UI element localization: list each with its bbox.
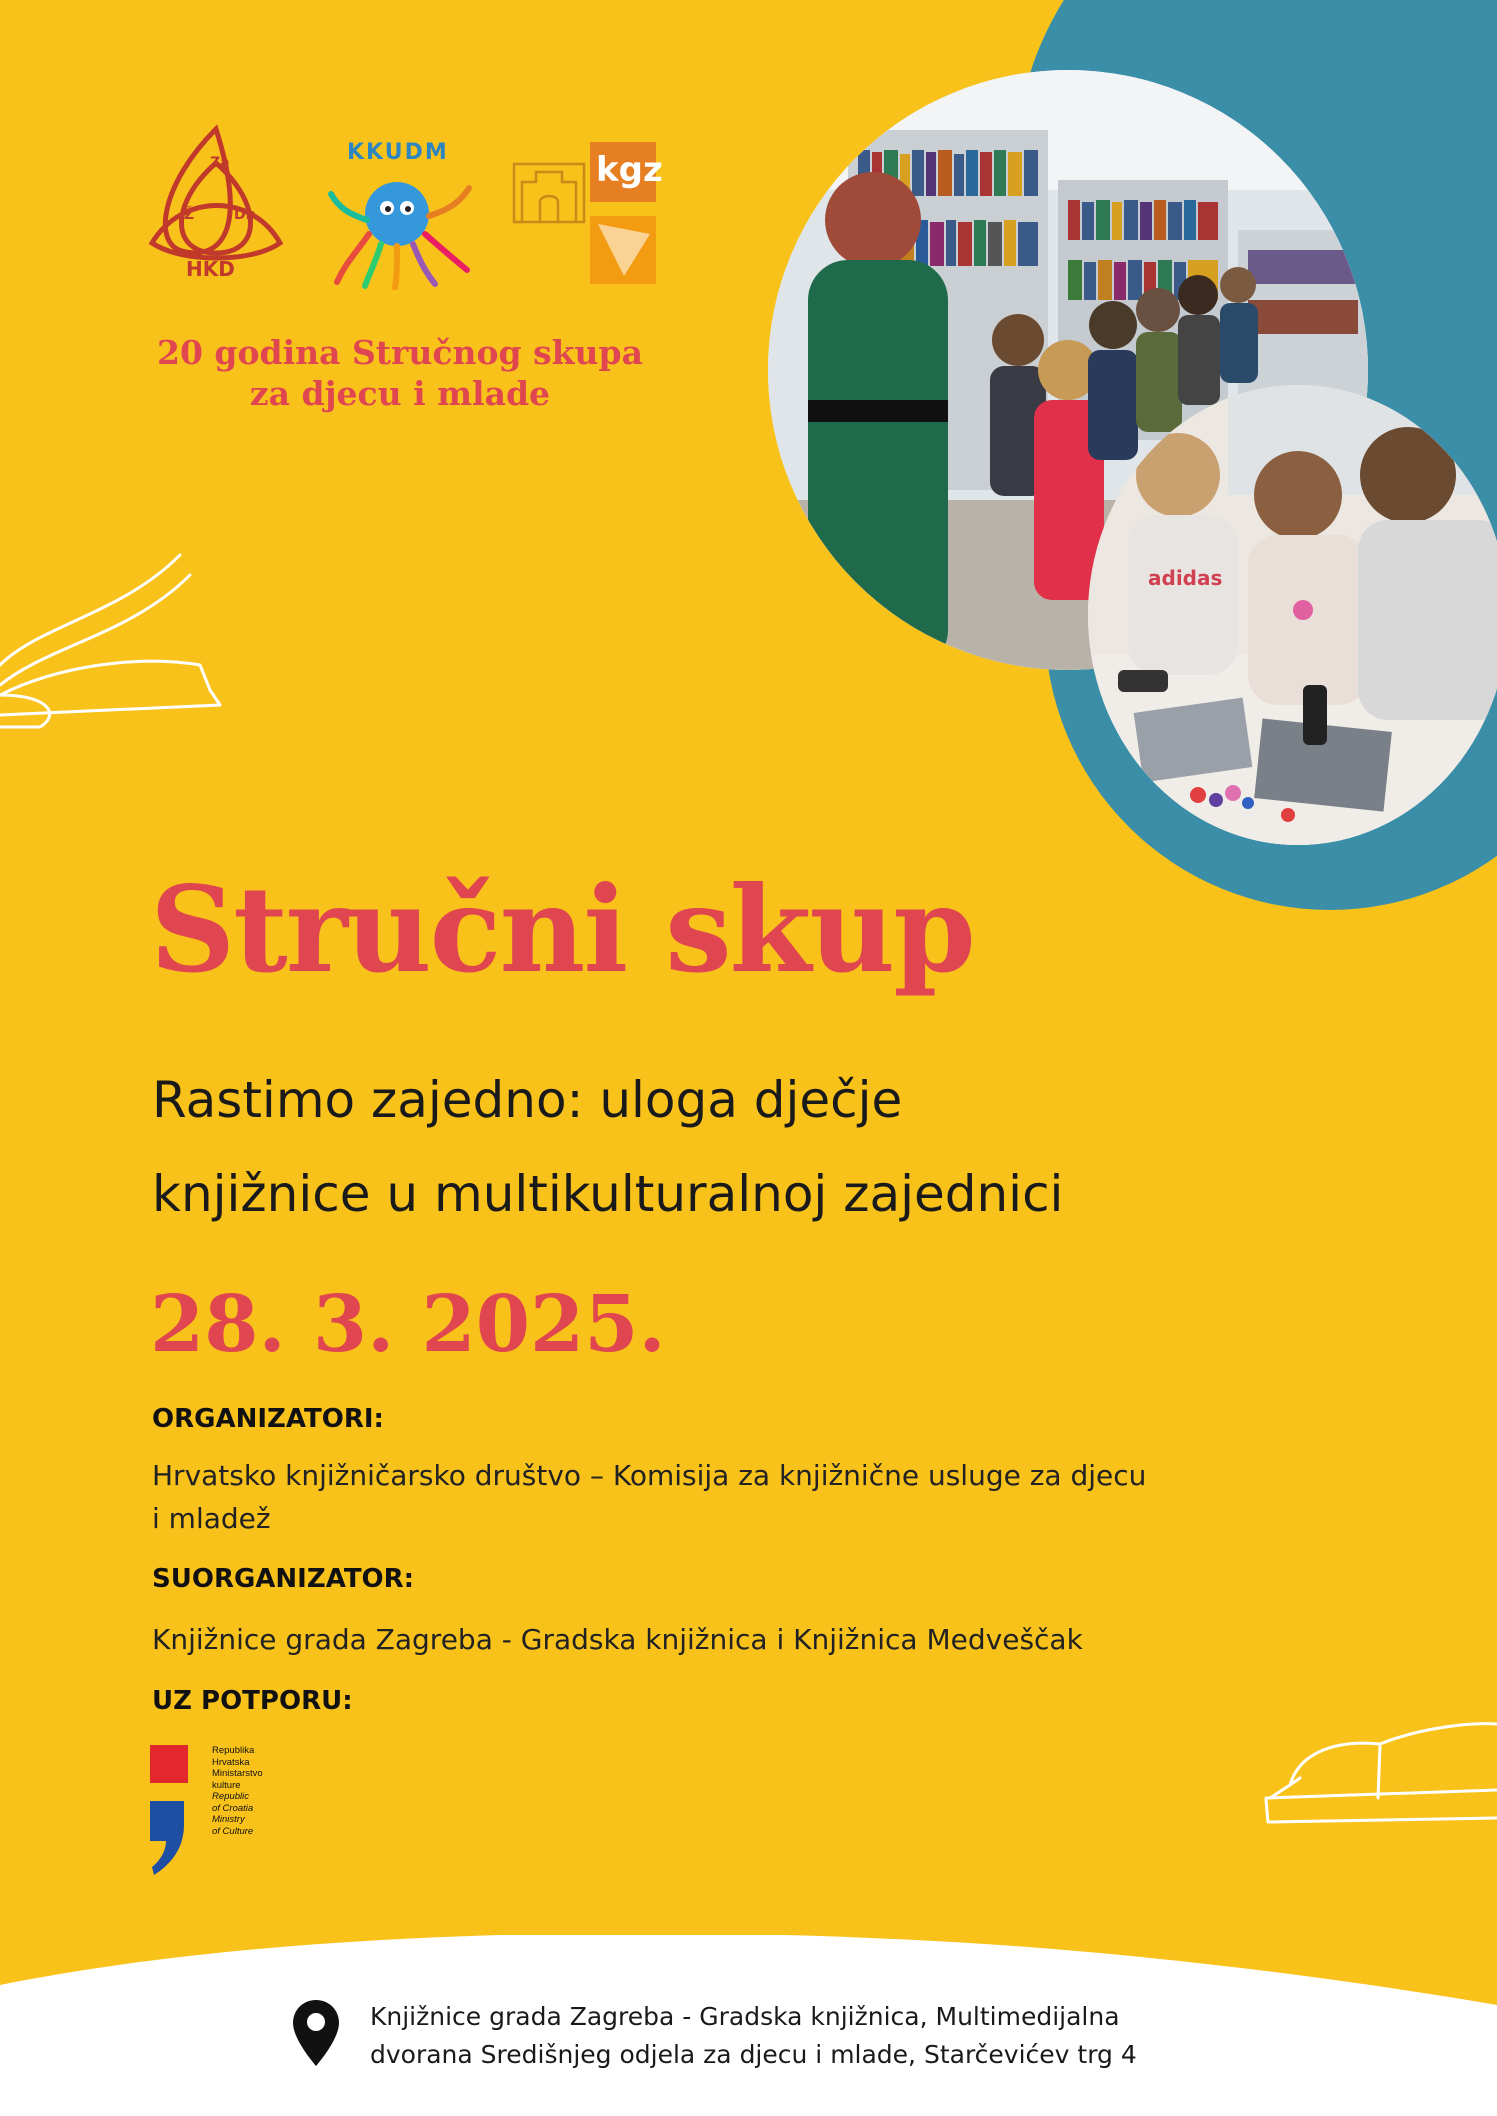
- ministry-of-culture-text: [212, 1745, 332, 1837]
- kkudm-logo: [325, 140, 475, 290]
- event-subtitle: [152, 1053, 1402, 1241]
- ministry-line-en-3: Ministry: [212, 1814, 245, 1825]
- ministry-line-2: Hrvatska: [212, 1756, 250, 1768]
- anniversary-line-2: za djecu i mlade: [249, 374, 551, 413]
- co-organizer-label: SUORGANIZATOR:: [152, 1564, 415, 1594]
- hkd-letter-za: Za: [210, 155, 230, 171]
- anniversary-heading: [150, 332, 650, 414]
- kkudm-logo-text: KKUDM: [347, 140, 449, 165]
- open-book-outline-icon: [1260, 1720, 1497, 1830]
- subtitle-line-2: knjižnice u multikulturalnoj zajednici: [152, 1165, 1064, 1223]
- ministry-line-1: Republika: [212, 1745, 255, 1756]
- event-title: Stručni skup: [150, 860, 974, 999]
- event-date: 28. 3. 2025.: [150, 1279, 666, 1370]
- ministry-line-3: Ministarstvo: [212, 1768, 263, 1779]
- hkd-letter-z: Ž: [184, 207, 195, 223]
- event-address: [370, 1998, 1370, 2074]
- open-book-outline-icon: [0, 545, 230, 730]
- map-pin-icon: [293, 2000, 339, 2066]
- hkd-letter-db: Db: [234, 207, 256, 223]
- ministry-line-en-2: of Croatia: [212, 1802, 254, 1814]
- svg-text:adidas: adidas: [1148, 566, 1223, 590]
- address-line-2: dvorana Središnjeg odjela za djecu i mlade, Starčevićev trg 4: [370, 2040, 1137, 2069]
- anniversary-line-1: 20 godina Stručnog skupa: [157, 333, 643, 372]
- ministry-line-4: kulture: [212, 1779, 241, 1791]
- ministry-line-en-4: of Culture: [212, 1825, 254, 1837]
- subtitle-line-1: Rastimo zajedno: uloga dječje: [152, 1071, 903, 1129]
- kgz-logo: [512, 142, 662, 287]
- hkd-logo: [142, 123, 290, 283]
- craft-workshop-photo: [1088, 385, 1497, 845]
- organizers-text: [152, 1454, 1302, 1540]
- address-line-1: Knjižnice grada Zagreba - Gradska knjižnica, Multimedijalna: [370, 2002, 1120, 2031]
- organizers-line-2: i mladež: [152, 1502, 271, 1535]
- organizers-label: ORGANIZATORI:: [152, 1404, 384, 1434]
- organizers-line-1: Hrvatsko knjižničarsko društvo – Komisija za knjižnične usluge za djecu: [152, 1459, 1147, 1492]
- kgz-logo-text: kgz: [596, 150, 663, 190]
- ministry-line-en-1: Republic: [212, 1791, 249, 1802]
- co-organizer-text: Knjižnice grada Zagreba - Gradska knjižnica i Knjižnica Medveščak: [152, 1623, 1083, 1656]
- hkd-logo-text: HKD: [186, 257, 235, 281]
- support-label: UZ POTPORU:: [152, 1686, 353, 1716]
